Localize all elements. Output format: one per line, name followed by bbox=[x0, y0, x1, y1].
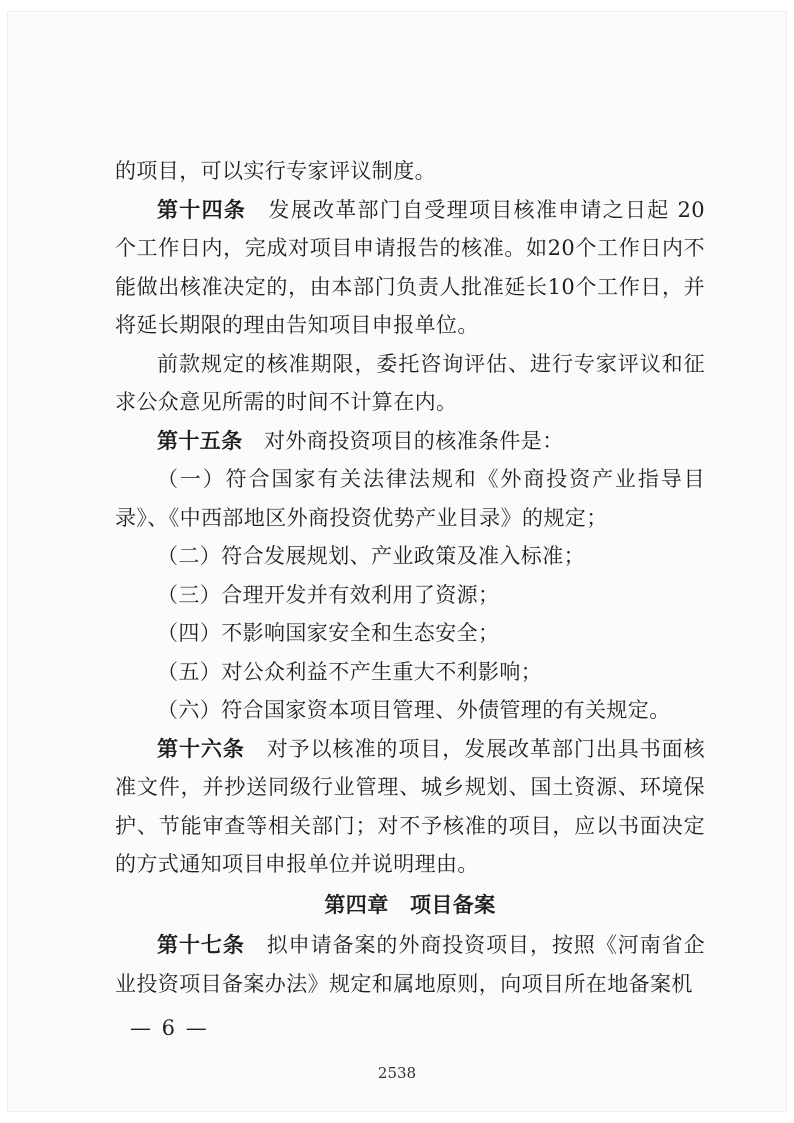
page-number: — 6 — bbox=[130, 1016, 209, 1040]
list-item-text: （二）符合发展规划、产业政策及准入标准； bbox=[157, 544, 585, 568]
list-item-text: （四）不影响国家安全和生态安全； bbox=[157, 621, 500, 645]
article-heading: 第十五条 bbox=[157, 427, 243, 453]
article-16 bbox=[115, 730, 705, 884]
list-item-text: （三）合理开发并有效利用了资源； bbox=[157, 582, 500, 607]
article-14 bbox=[115, 191, 705, 345]
list-item bbox=[115, 537, 705, 576]
document-page bbox=[8, 12, 786, 1111]
footer-code: 2538 bbox=[377, 1064, 417, 1082]
list-item-text: （六）符合国家资本项目管理、外债管理的有关规定。 bbox=[157, 698, 671, 722]
paragraph-body: 拟申请备案的外商投资项目，按照《河南省企业投资项目备案办法》规定和属地原则，向项目所在地备案机 bbox=[115, 933, 705, 996]
paragraph-body: 的项目，可以实行专家评议制度。 bbox=[115, 159, 436, 183]
paragraph-body: 对外商投资项目的核准条件是： bbox=[242, 428, 564, 453]
list-item bbox=[115, 614, 705, 653]
paragraph-body: 发展改革部门自受理项目核准申请之日起 20个工作日内，完成对项目申请报告的核准。如20个工作日内不能做出核准决定的，由本部门负责人批准延长10个工作日，并将延长期限的理由告知项目申报单位。 bbox=[115, 197, 705, 337]
list-item bbox=[115, 653, 705, 692]
article-heading: 第十四条 bbox=[157, 196, 247, 222]
list-item-text: （一）符合国家有关法律法规和《外商投资产业指导目录》、《中西部地区外商投资优势产业目录》的规定； bbox=[115, 467, 705, 530]
paragraph bbox=[115, 345, 705, 422]
article-17 bbox=[115, 926, 705, 1003]
list-item bbox=[115, 691, 705, 730]
chapter-title: 第四章 项目备案 bbox=[324, 891, 496, 917]
article-15 bbox=[115, 422, 705, 461]
list-item bbox=[115, 576, 705, 615]
paragraph bbox=[115, 152, 705, 191]
paragraph-body: 对予以核准的项目，发展改革部门出具书面核准文件，并抄送同级行业管理、城乡规划、国土资源、环境保护、节能审查等相关部门；对不予核准的项目，应以书面决定的方式通知项目申报单位并说明理由。 bbox=[115, 736, 705, 876]
article-heading: 第十七条 bbox=[157, 932, 245, 957]
list-item-text: （五）对公众利益不产生重大不利影响； bbox=[157, 659, 543, 684]
paragraph-body: 前款规定的核准期限，委托咨询评估、进行专家评议和征求公众意见所需的时间不计算在内。 bbox=[115, 351, 705, 414]
article-heading: 第十六条 bbox=[157, 735, 245, 761]
list-item bbox=[115, 460, 705, 537]
document-body bbox=[115, 152, 705, 1003]
